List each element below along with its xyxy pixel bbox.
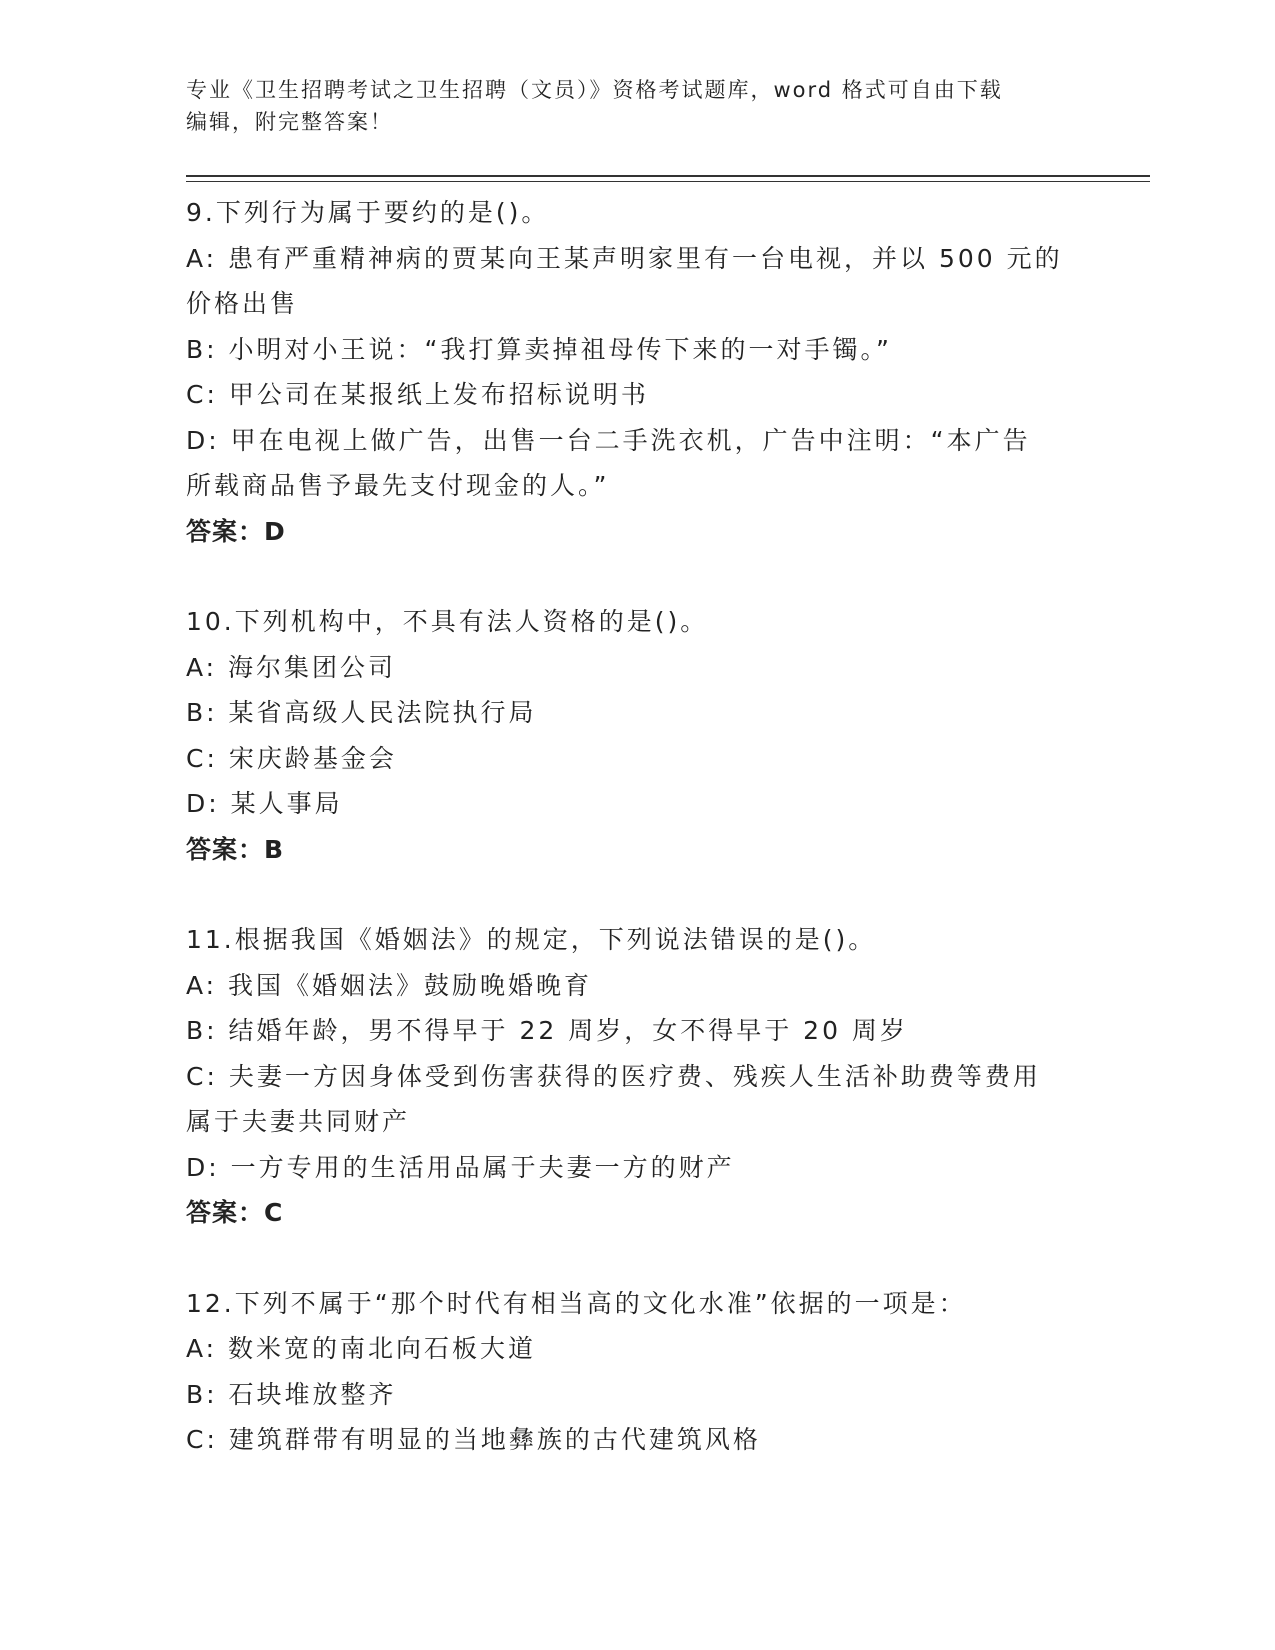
option-b: B: 小明对小王说：“我打算卖掉祖母传下来的一对手镯。”: [186, 334, 892, 364]
option-d: D: 甲在电视上做广告，出售一台二手洗衣机，广告中注明：“本广告: [186, 425, 1031, 455]
option-c: C: 宋庆龄基金会: [186, 743, 397, 773]
question-stem: 9.下列行为属于要约的是()。: [186, 198, 550, 227]
option-c: C: 建筑群带有明显的当地彝族的古代建筑风格: [186, 1425, 761, 1454]
header-divider-thin: [186, 181, 1150, 182]
option-c: C: 甲公司在某报纸上发布招标说明书: [186, 380, 649, 409]
option-a-continued: 价格出售: [186, 289, 299, 318]
option-a: A: 数米宽的南北向石板大道: [186, 1334, 537, 1363]
question-stem: 10.下列机构中，不具有法人资格的是()。: [186, 607, 709, 636]
answer-label: 答案：B: [186, 834, 285, 864]
answer-label: 答案：D: [186, 516, 286, 546]
option-c-continued: 属于夫妻共同财产: [186, 1107, 411, 1136]
question-10: [186, 599, 1086, 872]
document-header: [186, 74, 1086, 138]
option-a: A: 我国《婚姻法》鼓励晚婚晚育: [186, 970, 593, 1000]
question-list: [186, 190, 1086, 1463]
option-d: D: 某人事局: [186, 789, 343, 818]
option-b: B: 某省高级人民法院执行局: [186, 698, 537, 727]
option-a: A: 海尔集团公司: [186, 652, 397, 682]
question-stem: 12.下列不属于“那个时代有相当高的文化水准”依据的一项是：: [186, 1288, 967, 1318]
question-9: [186, 190, 1086, 554]
header-line-1: 专业《卫生招聘考试之卫生招聘（文员）》资格考试题库，word 格式可自由下载: [186, 78, 1003, 102]
question-stem: 11.根据我国《婚姻法》的规定，下列说法错误的是()。: [186, 925, 877, 954]
option-d-continued: 所载商品售予最先支付现金的人。”: [186, 471, 610, 500]
option-b: B: 结婚年龄，男不得早于 22 周岁，女不得早于 20 周岁: [186, 1016, 908, 1045]
option-c: C: 夫妻一方因身体受到伤害获得的医疗费、残疾人生活补助费等费用: [186, 1061, 1041, 1091]
header-divider-thick: [186, 175, 1150, 177]
question-11: [186, 917, 1086, 1236]
question-12: [186, 1281, 1086, 1463]
option-d: D: 一方专用的生活用品属于夫妻一方的财产: [186, 1152, 735, 1182]
header-line-2: 编辑，附完整答案！: [186, 110, 393, 134]
option-b: B: 石块堆放整齐: [186, 1379, 397, 1409]
answer-label: 答案：C: [186, 1198, 284, 1227]
option-a: A: 患有严重精神病的贾某向王某声明家里有一台电视，并以 500 元的: [186, 243, 1063, 273]
